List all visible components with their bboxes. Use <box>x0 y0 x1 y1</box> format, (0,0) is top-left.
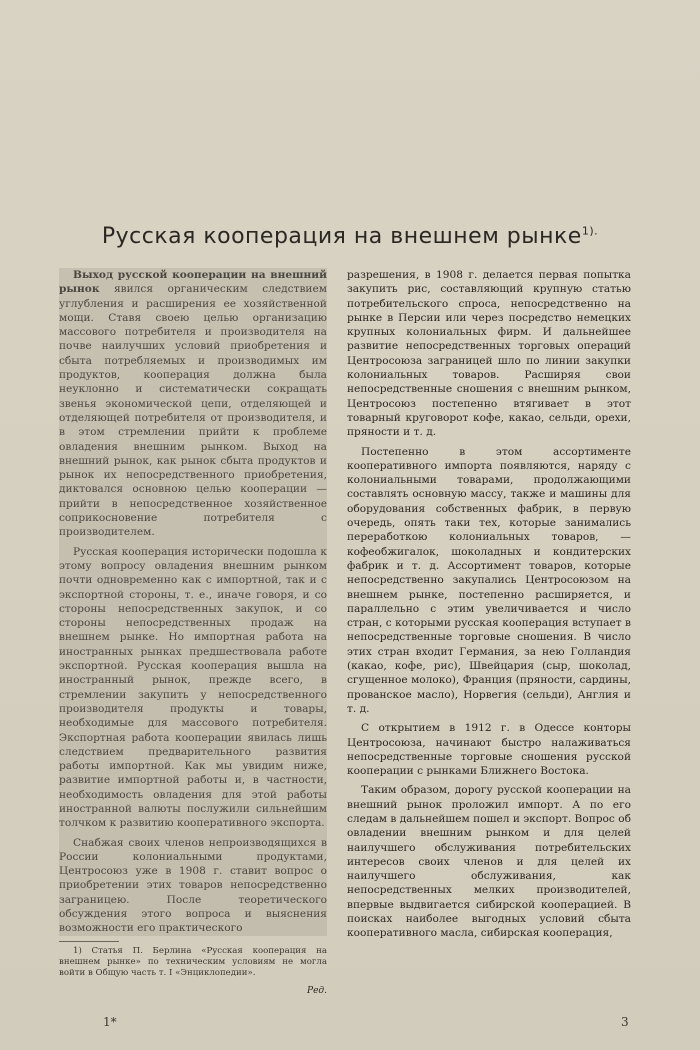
paragraph: Русская кооперация исторически подошла к этому вопросу овладения внешним рынком почти одновременно как с импортной, так и с экспортной стороны, т. е., иначе говоря, и со стороны непосредственных закупок, и со стороны непосредственных продаж на внешнем рынке. Но импортная работа на иностранных рынках предшествовала работе экспортной. Русская кооперация вышла на иностранный рынок, прежде всего, в стремлении закупить у непосредственного производителя продукты и товары, необходимые для массового потребителя. Экспортная работа кооперации явилась лишь следствием предварительного развития работы импортной. Как мы увидим ниже, развитие импортной работы и, в частности, необходимость овладения для этой работы иностранной валюты послужили сильнейшим толчком к развитию кооперативного экспорта. <box>59 545 327 830</box>
article-title-text: Русская кооперация на внешнем рынке <box>101 224 582 249</box>
signature-mark: 1* <box>103 1015 117 1029</box>
page-number: 3 <box>621 1015 629 1029</box>
paragraph: Снабжая своих членов непроизводящихся в России колониальными продуктами, Центросоюз уже в 1908 г. ставит вопрос о приобретении этих товаров непосредственно заграницею. После теоретического обсуждения этого вопроса и выяснения возможности его практического <box>59 836 327 935</box>
paragraph: Постепенно в этом ассортименте кооперативного импорта появляются, наряду с колониальными товарами, продолжающими составлять основную массу, также и машины для оборудования собственных фабрик, в первую очередь, опять таки тех, которые занимались переработкою колониальных товаров, — кофеобжигалок, шоколадных и кондитерских фабрик и т. д. Ассортимент товаров, которые непосредственно закупались Центросоюзом на внешнем рынке, постепенно расширяется, и параллельно с этим увеличивается и число стран, с которыми русская кооперация вступает в непосредственные торговые сношения. В число этих стран входит Германия, за нею Голландия (какао, кофе, рис), Швейцария (сыр, шоколад, сгущенное молоко), Франция (пряности, сардины, прованское масло), Норвегия (сельди), Англия и т. д. <box>347 445 631 715</box>
left-column-body <box>59 268 327 936</box>
right-column <box>347 268 631 946</box>
footnote-signature: Ред. <box>307 985 327 996</box>
title-footnote-marker: 1). <box>581 224 599 238</box>
left-column <box>59 268 327 1003</box>
paragraph: Таким образом, дорогу русской кооперации на внешний рынок проложил импорт. А по его следам в дальнейшем пошел и экспорт. Вопрос об овладении внешним рынком и для целей наилучшего обслуживания потребительских интересов своих членов и для целей их наилучшего обслуживания, как непосредственных мелких производителей, впервые выдвигается сибирской кооперацией. В поисках наиболее выгодных условий сбыта кооперативного масла, сибирская кооперация, <box>347 784 631 940</box>
paragraph <box>59 268 327 540</box>
paragraph: С открытием в 1912 г. в Одессе конторы Центросоюза, начинают быстро налаживаться непосредственные торговые сношения русской кооперации с рынками Ближнего Востока. <box>347 722 631 778</box>
footnote: 1) Статья П. Берлина «Русская кооперация на внешнем рынке» по техническим условиям не могла войти в Общую часть т. I «Энциклопедии». <box>59 945 327 978</box>
footnote-rule <box>59 941 119 942</box>
article-title <box>0 224 700 249</box>
paragraph: разрешения, в 1908 г. делается первая попытка закупить рис, составляющий крупную статью потребительского спроса, непосредственно на рынке в Персии или через посредство немецких крупных колониальных фирм. И дальнейшее развитие непосредственных торговых операций Центросоюза заграницей шло по линии закупки колониальных товаров. Расширяя свои непосредственные сношения с внешним рынком, Центросоюз постепенно втягивает в этот товарный круговорот кофе, какао, сельди, орехи, пряности и т. д. <box>347 269 631 439</box>
paragraph-text: явился органическим следствием углубления и расширения ее хозяйственной мощи. Ставя своею целью организацию массового потребителя и производителя на почве наилучших условий приобретения и сбыта потребляемых и производимых им продуктов, кооперация должна была неуклонно и систематически сокращать звенья экономической цепи, отделяющей и отделяющей потребителя от производителя, и в этом стремлении прийти к проблеме овладения внешним рынком. Выход на внешний рынок, как рынок сбыта продуктов и рынок их непосредственного приобретения, диктовался основною целью кооперации — прийти в непосредственное хозяйственное соприкосновение потребителя с производителем. <box>59 283 327 539</box>
lead-phrase: Выход русской кооперации на внешний рынок <box>59 269 327 296</box>
